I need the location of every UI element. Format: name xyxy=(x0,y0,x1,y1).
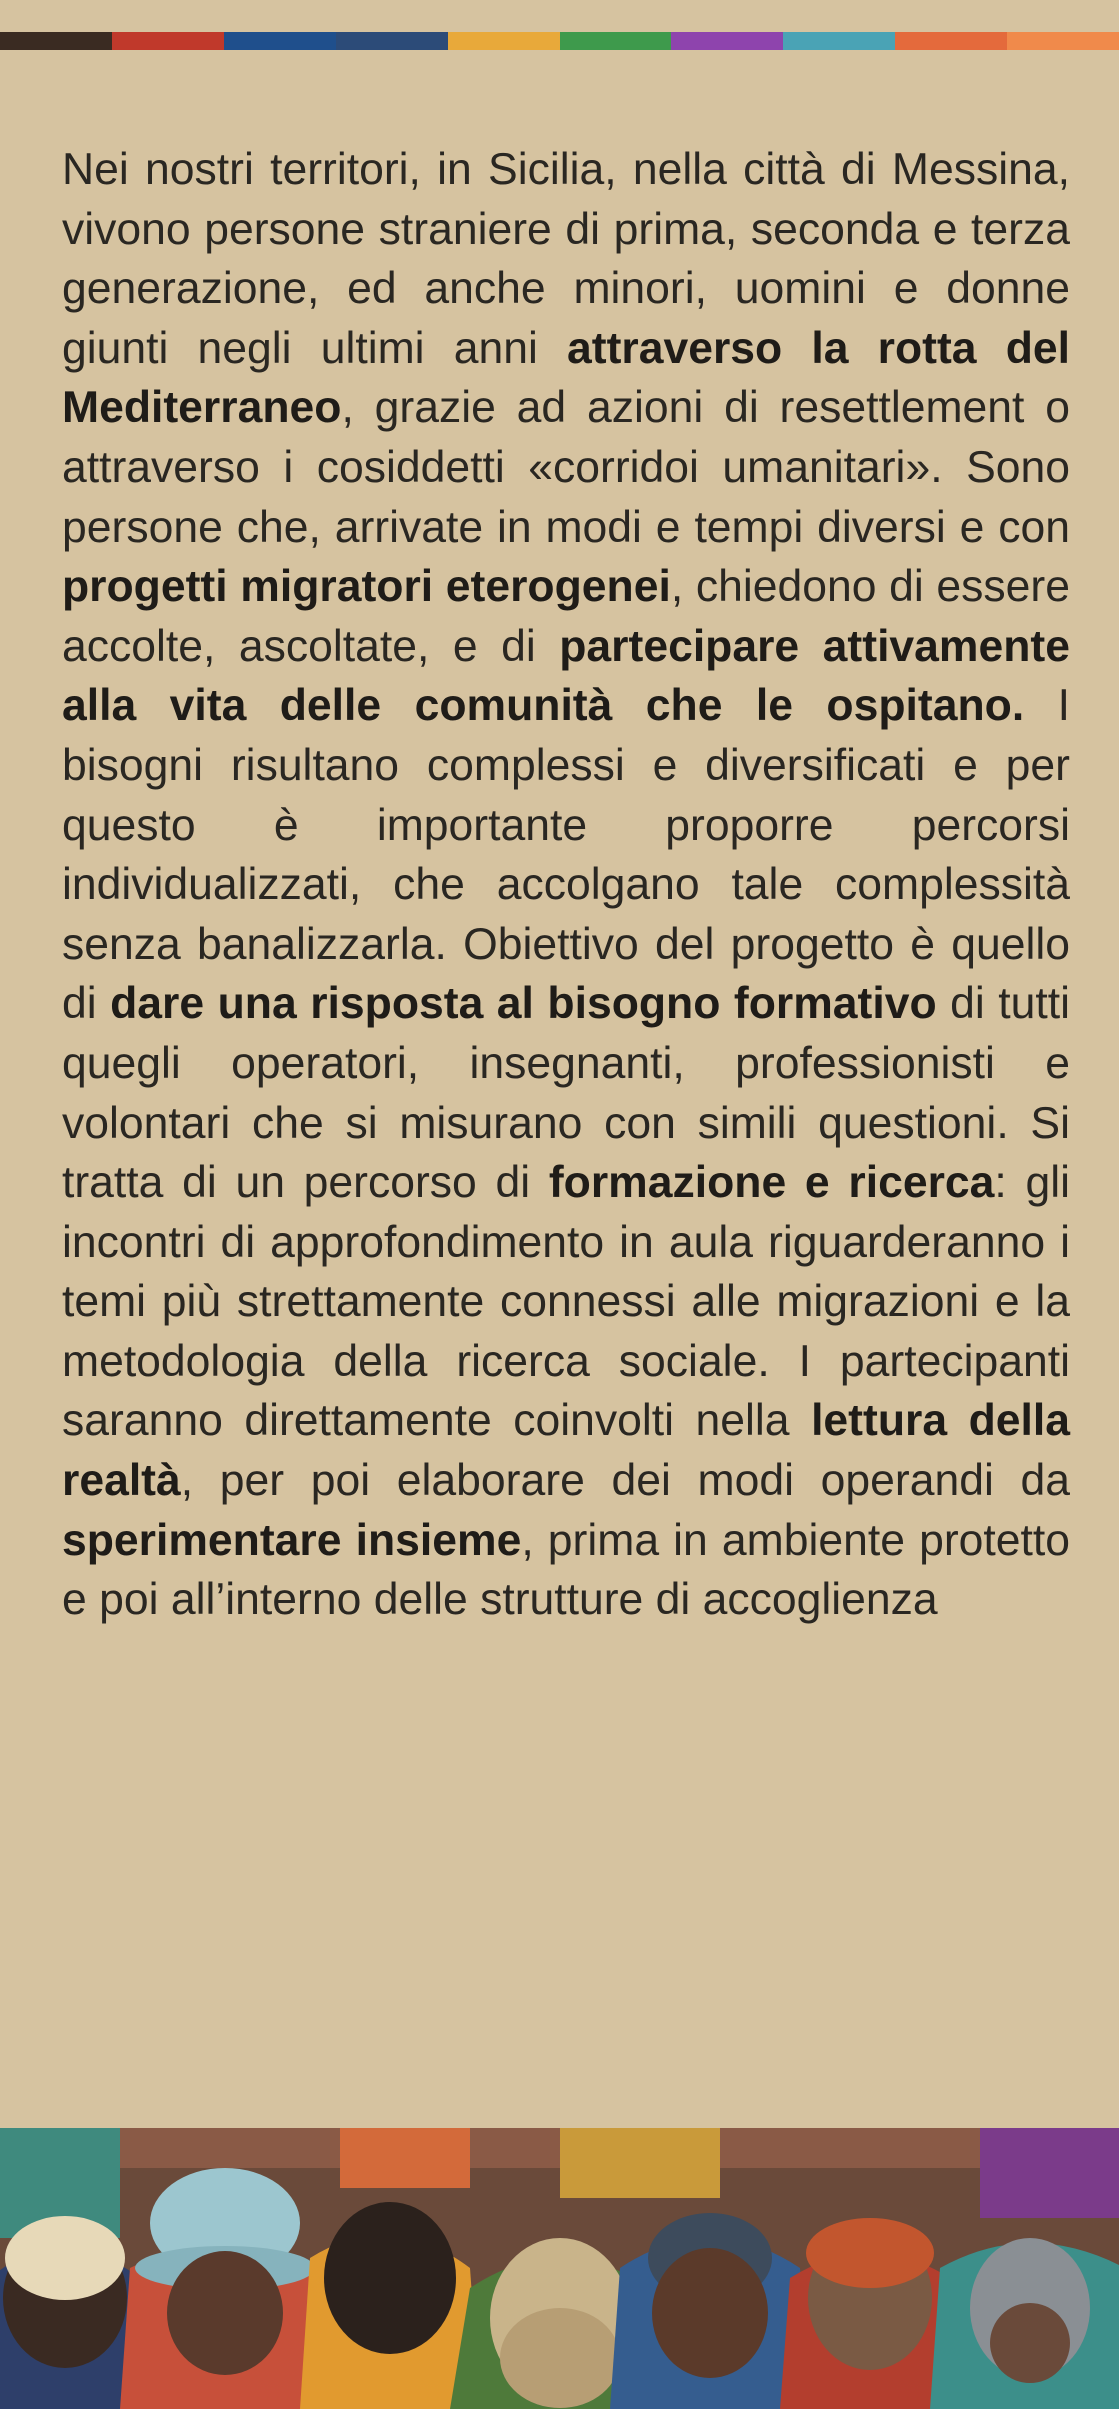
body-text xyxy=(62,140,1070,1630)
bold-phrase: progetti migratori eterogenei xyxy=(62,562,671,612)
stripe-segment xyxy=(224,32,336,50)
stripe-segment xyxy=(112,32,224,50)
bold-phrase: attraverso la rotta del Mediterraneo xyxy=(62,323,1070,433)
stripe-segment xyxy=(895,32,1007,50)
color-stripe xyxy=(0,32,1119,50)
stripe-segment xyxy=(671,32,783,50)
stripe-segment xyxy=(336,32,448,50)
stripe-segment xyxy=(783,32,895,50)
text-run: , grazie ad azioni di resettlement o attraverso i cosiddetti «corridoi umanitari». Sono persone che, arrivate in modi e tempi diversi e con xyxy=(62,383,1070,552)
text-run: , chiedono di essere accolte, ascoltate, e di xyxy=(62,562,1070,671)
stripe-segment xyxy=(0,32,112,50)
bold-phrase: sperimentare insieme xyxy=(62,1515,522,1565)
stripe-segment xyxy=(1007,32,1119,50)
bold-phrase: formazione e ricerca xyxy=(548,1158,995,1208)
text-run: : gli incontri di approfondimento in aula riguarderanno i temi più strettamente connessi alle migrazioni e la metodologia della ricerca sociale. I partecipanti saranno direttamente coinvolti nella xyxy=(62,1158,1070,1446)
stripe-segment xyxy=(560,32,672,50)
crowd-illustration xyxy=(0,2128,1119,2409)
bold-phrase: dare una risposta al bisogno formativo xyxy=(110,979,937,1029)
stripe-segment xyxy=(448,32,560,50)
bold-phrase: lettura della realtà xyxy=(62,1396,1070,1506)
bold-phrase: partecipare attivamente alla vita delle comunità che le ospitano. xyxy=(62,621,1070,731)
text-run: Nei nostri territori, in Sicilia, nella città di Messina, vivono persone straniere di prima, seconda e terza generazione, ed anche minori, uomini e donne giunti negli ultimi anni xyxy=(62,145,1070,373)
text-run: , prima in ambiente protetto e poi all’interno delle strutture di accoglienza xyxy=(62,1515,1070,1625)
text-run: di tutti quegli operatori, insegnanti, professionisti e volontari che si misurano con simili questioni. Si tratta di un percorso di xyxy=(62,979,1070,1208)
main-paragraph xyxy=(62,140,1070,1630)
text-run: I bisogni risultano complessi e diversificati e per questo è importante proporre percorsi individualizzati, che accolgano tale complessità senza banalizzarla. Obiettivo del progetto è quello di xyxy=(62,681,1070,1029)
text-run: , per poi elaborare dei modi operandi da xyxy=(180,1456,1070,1506)
